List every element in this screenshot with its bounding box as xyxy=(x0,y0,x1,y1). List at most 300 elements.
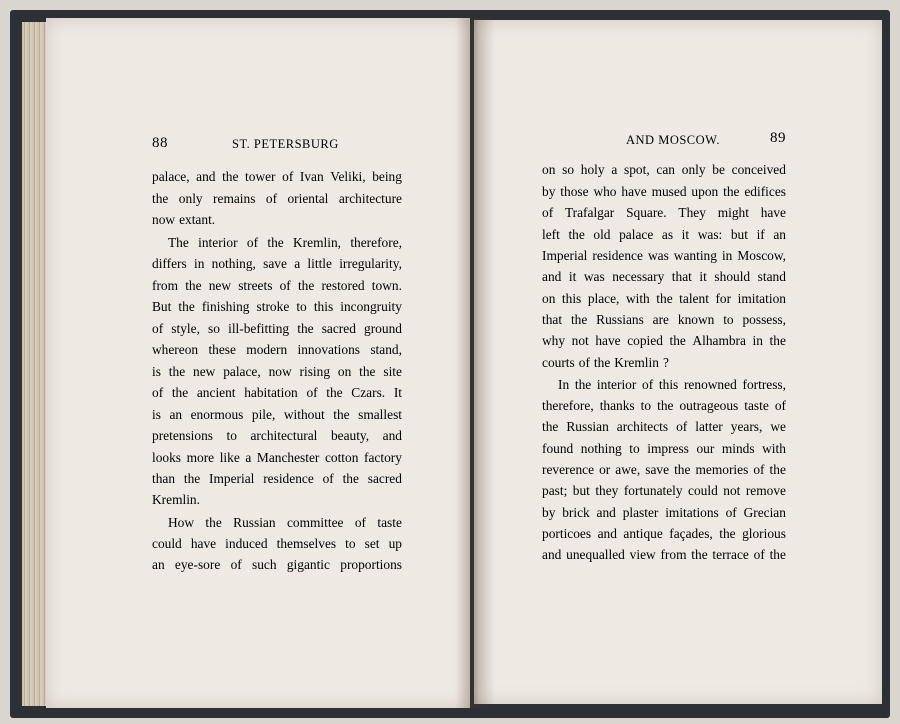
word: the xyxy=(185,278,202,293)
word: with xyxy=(625,291,650,306)
word: of xyxy=(306,385,318,400)
text-line xyxy=(152,275,402,296)
word: the xyxy=(297,278,315,293)
word: have xyxy=(595,333,621,348)
word: to xyxy=(723,312,734,327)
word: an xyxy=(169,407,183,422)
word: mused xyxy=(651,184,687,199)
word: latter xyxy=(695,419,723,434)
word: Alhambra xyxy=(692,333,746,348)
word: set xyxy=(364,536,380,551)
word: the xyxy=(593,355,611,370)
word: to xyxy=(345,536,356,551)
word: past; xyxy=(542,483,568,498)
word: the xyxy=(326,385,343,400)
word: in xyxy=(752,333,763,348)
word: this xyxy=(658,377,679,392)
word: Russian xyxy=(566,419,609,434)
word: nothing xyxy=(580,441,622,456)
word: so xyxy=(208,321,220,336)
word: an xyxy=(152,557,165,572)
text-line xyxy=(542,330,786,351)
word: necessary xyxy=(612,269,665,284)
word: and xyxy=(196,169,216,184)
word: this xyxy=(561,291,582,306)
word: as xyxy=(661,227,674,242)
word: site xyxy=(383,364,402,379)
text-line xyxy=(152,468,402,489)
text-line xyxy=(152,512,402,533)
word: our xyxy=(696,441,715,456)
word: now xyxy=(268,364,292,379)
word: of xyxy=(354,515,367,530)
word: not xyxy=(571,333,589,348)
word: tower xyxy=(245,169,276,184)
word: are xyxy=(652,312,670,327)
word: But xyxy=(152,299,172,314)
word: save xyxy=(263,256,287,271)
word: like xyxy=(219,450,240,465)
word: sacred xyxy=(367,471,402,486)
word: stand xyxy=(757,269,786,284)
text-line xyxy=(152,339,402,360)
word: an xyxy=(773,227,786,242)
text-line xyxy=(152,188,402,209)
word: a xyxy=(245,450,252,465)
text-line xyxy=(542,266,786,287)
left-page-number: 88 xyxy=(152,135,168,151)
word: irregularity, xyxy=(339,256,402,271)
word: Imperial xyxy=(542,248,588,263)
word: being xyxy=(372,169,402,184)
word: Russians xyxy=(596,312,644,327)
text-line xyxy=(542,245,786,266)
word: nothing, xyxy=(211,256,256,271)
word: could xyxy=(688,483,718,498)
word: courts xyxy=(542,355,575,370)
word: interior xyxy=(596,377,637,392)
word: reverence xyxy=(542,462,595,477)
word: should xyxy=(714,269,751,284)
word: the xyxy=(574,377,592,392)
word: new xyxy=(193,364,216,379)
word: impress xyxy=(647,441,689,456)
word: to xyxy=(629,441,640,456)
word: can xyxy=(656,162,676,177)
word: Czars. xyxy=(351,385,386,400)
word: sacred xyxy=(321,321,356,336)
word: of xyxy=(246,235,259,250)
word: than xyxy=(152,471,176,486)
word: minds xyxy=(721,441,755,456)
word: we xyxy=(770,419,786,434)
word: why xyxy=(542,333,566,348)
text-line xyxy=(152,554,402,575)
word: the xyxy=(769,333,786,348)
word: awe, xyxy=(615,462,641,477)
word: Kremlin. xyxy=(152,492,200,507)
word: taste xyxy=(744,398,769,413)
word: the xyxy=(674,462,691,477)
word: restored xyxy=(321,278,365,293)
word: up xyxy=(388,536,402,551)
word: palace, xyxy=(223,364,261,379)
word: town. xyxy=(371,278,402,293)
word: of xyxy=(753,547,765,562)
word: and xyxy=(382,428,402,443)
word: streets xyxy=(238,278,273,293)
text-line xyxy=(152,447,402,468)
word: was: xyxy=(697,227,723,242)
word: cotton xyxy=(324,450,359,465)
word: not xyxy=(723,483,741,498)
text-line xyxy=(542,181,786,202)
word: Manchester xyxy=(256,450,320,465)
word: palace xyxy=(619,227,654,242)
word: such xyxy=(252,557,277,572)
word: have xyxy=(760,205,786,220)
word: the xyxy=(570,312,588,327)
word: now xyxy=(152,212,176,227)
word: residence xyxy=(592,248,643,263)
word: was xyxy=(647,248,669,263)
text-line xyxy=(152,166,402,187)
word: might xyxy=(717,205,749,220)
word: if xyxy=(756,227,765,242)
word: years, xyxy=(730,419,763,434)
word: the xyxy=(222,169,239,184)
text-line xyxy=(542,288,786,309)
word: left xyxy=(542,227,560,242)
word: the xyxy=(669,333,686,348)
word: of xyxy=(279,278,291,293)
word: eye-sore xyxy=(174,557,221,572)
word: outrageous xyxy=(679,398,739,413)
word: found xyxy=(542,441,574,456)
word: gigantic xyxy=(286,557,330,572)
word: architectural xyxy=(250,428,318,443)
word: of xyxy=(642,377,654,392)
word: committee xyxy=(286,515,344,530)
word: they xyxy=(595,483,619,498)
word: the xyxy=(297,321,314,336)
word: palace, xyxy=(152,169,190,184)
word: or xyxy=(599,462,611,477)
word: glorious xyxy=(742,526,786,541)
word: Russian xyxy=(233,515,276,530)
word: fortunately xyxy=(623,483,683,498)
word: whereon xyxy=(152,342,199,357)
word: of xyxy=(322,471,334,486)
word: Moscow, xyxy=(737,248,786,263)
word: of xyxy=(753,462,765,477)
word: stand, xyxy=(370,342,402,357)
word: the xyxy=(568,227,585,242)
word: to xyxy=(640,398,652,413)
word: of xyxy=(265,191,278,206)
word: it xyxy=(699,269,707,284)
word: brick xyxy=(562,505,590,520)
word: ground xyxy=(364,321,402,336)
word: imitation xyxy=(737,291,786,306)
word: from xyxy=(152,278,179,293)
word: Ivan xyxy=(299,169,324,184)
word: and xyxy=(596,505,616,520)
word: place, xyxy=(587,291,620,306)
word: conceived xyxy=(731,162,786,177)
word: a xyxy=(611,162,618,177)
word: oriental xyxy=(287,191,329,206)
word: of xyxy=(725,505,737,520)
word: extant. xyxy=(179,212,216,227)
word: ? xyxy=(662,355,669,370)
text-line xyxy=(542,224,786,245)
word: the xyxy=(691,547,708,562)
text-line xyxy=(152,425,402,446)
text-line xyxy=(542,480,786,501)
word: the xyxy=(769,547,786,562)
word: fortress, xyxy=(742,377,786,392)
word: remove xyxy=(745,483,786,498)
word: in xyxy=(721,248,733,263)
word: induced xyxy=(225,536,268,551)
text-line xyxy=(152,382,402,403)
word: is xyxy=(152,407,161,422)
word: the xyxy=(333,407,350,422)
word: and xyxy=(542,547,562,562)
word: to xyxy=(226,428,237,443)
word: a xyxy=(294,256,301,271)
word: imitations xyxy=(665,505,719,520)
word: antique xyxy=(623,526,663,541)
word: on xyxy=(337,364,352,379)
word: themselves xyxy=(276,536,337,551)
text-line xyxy=(152,318,402,339)
word: smallest xyxy=(358,407,402,422)
word: Kremlin xyxy=(614,355,659,370)
text-line xyxy=(152,232,402,253)
text-line xyxy=(542,202,786,223)
word: it xyxy=(568,269,577,284)
word: of xyxy=(542,205,554,220)
word: without xyxy=(283,407,325,422)
text-line xyxy=(542,438,786,459)
word: could xyxy=(152,536,182,551)
word: It xyxy=(393,385,402,400)
word: for xyxy=(715,291,732,306)
word: incongruity xyxy=(340,299,402,314)
word: therefore, xyxy=(542,398,594,413)
word: renowned xyxy=(683,377,737,392)
word: stroke xyxy=(256,299,290,314)
word: be xyxy=(712,162,725,177)
word: the xyxy=(359,364,376,379)
word: to xyxy=(296,299,307,314)
word: pile, xyxy=(251,407,276,422)
word: little xyxy=(307,256,332,271)
word: style, xyxy=(171,321,200,336)
text-line xyxy=(542,159,786,180)
word: spot, xyxy=(624,162,650,177)
word: and xyxy=(597,526,617,541)
word: of xyxy=(578,355,590,370)
word: in xyxy=(193,256,205,271)
word: of xyxy=(230,557,242,572)
word: modern xyxy=(246,342,288,357)
text-line xyxy=(542,502,786,523)
word: of xyxy=(152,321,164,336)
word: the xyxy=(168,364,186,379)
word: looks xyxy=(152,450,182,465)
word: talent xyxy=(679,291,709,306)
word: these xyxy=(208,342,236,357)
word: innovations xyxy=(297,342,361,357)
word: have xyxy=(621,184,647,199)
text-line xyxy=(542,309,786,330)
word: it xyxy=(681,227,690,242)
word: factory xyxy=(364,450,402,465)
word: porticoes xyxy=(542,526,592,541)
word: the xyxy=(342,471,359,486)
word: ancient xyxy=(196,385,236,400)
word: the xyxy=(723,184,740,199)
word: known xyxy=(677,312,715,327)
text-line xyxy=(152,489,402,510)
word: that xyxy=(671,269,692,284)
text-line xyxy=(152,361,402,382)
word: that xyxy=(542,312,563,327)
word: In xyxy=(558,377,570,392)
text-line xyxy=(152,404,402,425)
word: holy xyxy=(580,162,605,177)
word: but xyxy=(730,227,748,242)
right-page-number: 89 xyxy=(770,130,786,146)
word: remains xyxy=(213,191,256,206)
text-line xyxy=(542,544,786,565)
word: the xyxy=(171,385,189,400)
book-gutter xyxy=(455,18,495,708)
word: of xyxy=(282,169,294,184)
word: beauty, xyxy=(330,428,370,443)
left-running-head: ST. PETERSBURG xyxy=(232,137,339,151)
word: architecture xyxy=(338,191,402,206)
word: this xyxy=(313,299,334,314)
word: wanting xyxy=(673,248,717,263)
word: by xyxy=(542,184,556,199)
word: with xyxy=(762,441,786,456)
word: on xyxy=(542,291,556,306)
word: rising xyxy=(299,364,331,379)
word: pretensions xyxy=(152,428,213,443)
word: those xyxy=(560,184,589,199)
word: the xyxy=(267,235,284,250)
word: interior xyxy=(198,235,238,250)
text-line xyxy=(152,209,402,230)
word: the xyxy=(178,299,195,314)
word: who xyxy=(593,184,617,199)
word: have xyxy=(190,536,217,551)
word: and xyxy=(542,269,562,284)
word: of xyxy=(774,398,786,413)
word: on xyxy=(542,162,556,177)
word: terrace xyxy=(712,547,749,562)
word: is xyxy=(152,364,161,379)
word: only xyxy=(681,162,706,177)
word: Imperial xyxy=(209,471,255,486)
word: but xyxy=(572,483,590,498)
word: the xyxy=(656,291,673,306)
word: possess, xyxy=(742,312,786,327)
text-line xyxy=(542,395,786,416)
word: only xyxy=(178,191,203,206)
word: view xyxy=(629,547,656,562)
word: more xyxy=(186,450,215,465)
word: was xyxy=(583,269,605,284)
right-running-head: AND MOSCOW. xyxy=(626,133,720,147)
word: architects xyxy=(616,419,669,434)
word: proportions xyxy=(340,557,402,572)
word: copied xyxy=(627,333,663,348)
text-line xyxy=(152,253,402,274)
word: Square. xyxy=(626,205,667,220)
word: of xyxy=(676,419,688,434)
word: enormous xyxy=(190,407,244,422)
word: the xyxy=(542,419,559,434)
text-line xyxy=(542,416,786,437)
word: taste xyxy=(377,515,402,530)
word: the xyxy=(769,462,786,477)
word: the xyxy=(152,191,169,206)
word: old xyxy=(593,227,611,242)
word: plaster xyxy=(622,505,659,520)
word: the xyxy=(183,471,201,486)
word: the xyxy=(657,398,674,413)
text-line xyxy=(542,374,786,395)
word: differs xyxy=(152,256,187,271)
text-line xyxy=(542,523,786,544)
text-line xyxy=(152,533,402,554)
word: new xyxy=(208,278,232,293)
word: Trafalgar xyxy=(564,205,615,220)
word: residence xyxy=(263,471,314,486)
word: the xyxy=(205,515,222,530)
word: the xyxy=(719,526,736,541)
word: unequalled xyxy=(566,547,625,562)
word: from xyxy=(660,547,687,562)
word: façades, xyxy=(669,526,713,541)
text-line xyxy=(152,296,402,317)
word: The xyxy=(168,235,189,250)
word: edifices xyxy=(744,184,786,199)
word: Grecian xyxy=(743,505,786,520)
word: habitation xyxy=(244,385,298,400)
word: of xyxy=(152,385,164,400)
word: upon xyxy=(691,184,719,199)
word: save xyxy=(645,462,670,477)
text-line xyxy=(542,459,786,480)
word: therefore, xyxy=(350,235,402,250)
word: so xyxy=(562,162,575,177)
word: thanks xyxy=(599,398,635,413)
word: They xyxy=(678,205,706,220)
word: finishing xyxy=(201,299,250,314)
word: by xyxy=(542,505,556,520)
word: ill-befitting xyxy=(228,321,290,336)
word: memories xyxy=(695,462,749,477)
word: How xyxy=(168,515,195,530)
word: Veliki, xyxy=(330,169,366,184)
word: Kremlin, xyxy=(293,235,341,250)
